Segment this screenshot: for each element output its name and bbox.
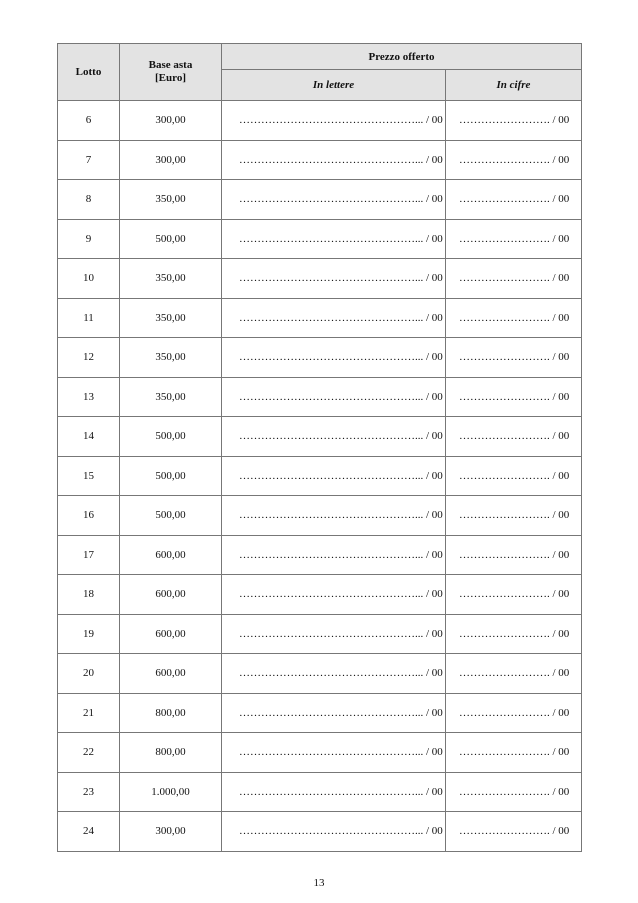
header-base-asta-line1: Base asta [148, 59, 193, 71]
table-row [58, 298, 582, 338]
prezzo-cifre-field[interactable]: ……………………. / 00 [446, 614, 582, 654]
table-body [58, 101, 582, 852]
table-row [58, 733, 582, 773]
base-asta-cell: 500,00 [120, 219, 222, 259]
lotto-cell: 24 [58, 812, 120, 852]
prezzo-cifre-field[interactable]: ……………………. / 00 [446, 377, 582, 417]
header-prezzo-offerto: Prezzo offerto [222, 44, 582, 70]
base-asta-cell: 350,00 [120, 377, 222, 417]
base-asta-cell: 350,00 [120, 259, 222, 299]
table-row [58, 140, 582, 180]
lotto-cell: 13 [58, 377, 120, 417]
base-asta-cell: 1.000,00 [120, 772, 222, 812]
prezzo-cifre-field[interactable]: ……………………. / 00 [446, 140, 582, 180]
prezzo-cifre-field[interactable]: ……………………. / 00 [446, 693, 582, 733]
base-asta-cell: 800,00 [120, 693, 222, 733]
prezzo-cifre-field[interactable]: ……………………. / 00 [446, 654, 582, 694]
base-asta-cell: 350,00 [120, 338, 222, 378]
base-asta-cell: 800,00 [120, 733, 222, 773]
prezzo-lettere-field[interactable]: …………………………………………... / 00 [222, 456, 446, 496]
prezzo-cifre-field[interactable]: ……………………. / 00 [446, 219, 582, 259]
table-row [58, 101, 582, 141]
table-row [58, 693, 582, 733]
prezzo-cifre-field[interactable]: ……………………. / 00 [446, 298, 582, 338]
lotto-cell: 23 [58, 772, 120, 812]
prezzo-cifre-field[interactable]: ……………………. / 00 [446, 733, 582, 773]
lotto-cell: 22 [58, 733, 120, 773]
prezzo-cifre-field[interactable]: ……………………. / 00 [446, 575, 582, 615]
table-row [58, 338, 582, 378]
prezzo-cifre-field[interactable]: ……………………. / 00 [446, 180, 582, 220]
prezzo-lettere-field[interactable]: …………………………………………... / 00 [222, 377, 446, 417]
prezzo-lettere-field[interactable]: …………………………………………... / 00 [222, 575, 446, 615]
base-asta-cell: 500,00 [120, 456, 222, 496]
prezzo-lettere-field[interactable]: …………………………………………... / 00 [222, 812, 446, 852]
lotto-cell: 17 [58, 535, 120, 575]
prezzo-cifre-field[interactable]: ……………………. / 00 [446, 812, 582, 852]
prezzo-cifre-field[interactable]: ……………………. / 00 [446, 417, 582, 457]
table-row [58, 219, 582, 259]
prezzo-lettere-field[interactable]: …………………………………………... / 00 [222, 101, 446, 141]
table-row [58, 812, 582, 852]
lotto-cell: 10 [58, 259, 120, 299]
prezzo-lettere-field[interactable]: …………………………………………... / 00 [222, 614, 446, 654]
table-row [58, 654, 582, 694]
prezzo-lettere-field[interactable]: …………………………………………... / 00 [222, 772, 446, 812]
prezzo-lettere-field[interactable]: …………………………………………... / 00 [222, 733, 446, 773]
base-asta-cell: 600,00 [120, 575, 222, 615]
prezzo-lettere-field[interactable]: …………………………………………... / 00 [222, 298, 446, 338]
prezzo-cifre-field[interactable]: ……………………. / 00 [446, 772, 582, 812]
table-row [58, 259, 582, 299]
table-row [58, 496, 582, 536]
prezzo-cifre-field[interactable]: ……………………. / 00 [446, 259, 582, 299]
base-asta-cell: 300,00 [120, 101, 222, 141]
prezzo-lettere-field[interactable]: …………………………………………... / 00 [222, 693, 446, 733]
table-row [58, 772, 582, 812]
prezzo-lettere-field[interactable]: …………………………………………... / 00 [222, 654, 446, 694]
prezzo-lettere-field[interactable]: …………………………………………... / 00 [222, 259, 446, 299]
base-asta-cell: 300,00 [120, 140, 222, 180]
prezzo-lettere-field[interactable]: …………………………………………... / 00 [222, 219, 446, 259]
base-asta-cell: 500,00 [120, 496, 222, 536]
lotto-cell: 8 [58, 180, 120, 220]
base-asta-cell: 350,00 [120, 180, 222, 220]
base-asta-cell: 350,00 [120, 298, 222, 338]
prezzo-cifre-field[interactable]: ……………………. / 00 [446, 101, 582, 141]
prezzo-lettere-field[interactable]: …………………………………………... / 00 [222, 338, 446, 378]
lotto-cell: 15 [58, 456, 120, 496]
lotto-cell: 12 [58, 338, 120, 378]
header-in-cifre: In cifre [446, 70, 582, 101]
lotto-cell: 20 [58, 654, 120, 694]
base-asta-cell: 300,00 [120, 812, 222, 852]
lotto-cell: 11 [58, 298, 120, 338]
prezzo-cifre-field[interactable]: ……………………. / 00 [446, 338, 582, 378]
offer-table [57, 43, 582, 852]
header-base-asta [120, 44, 222, 101]
lotto-cell: 19 [58, 614, 120, 654]
table-row [58, 575, 582, 615]
table-row [58, 535, 582, 575]
lotto-cell: 18 [58, 575, 120, 615]
header-in-lettere: In lettere [222, 70, 446, 101]
prezzo-lettere-field[interactable]: …………………………………………... / 00 [222, 496, 446, 536]
table-row [58, 180, 582, 220]
page-number: 13 [313, 877, 325, 889]
base-asta-cell: 600,00 [120, 535, 222, 575]
prezzo-lettere-field[interactable]: …………………………………………... / 00 [222, 180, 446, 220]
prezzo-lettere-field[interactable]: …………………………………………... / 00 [222, 140, 446, 180]
prezzo-cifre-field[interactable]: ……………………. / 00 [446, 535, 582, 575]
table-row [58, 417, 582, 457]
lotto-cell: 21 [58, 693, 120, 733]
table-row [58, 377, 582, 417]
table-row [58, 456, 582, 496]
lotto-cell: 9 [58, 219, 120, 259]
header-lotto: Lotto [58, 44, 120, 101]
prezzo-lettere-field[interactable]: …………………………………………... / 00 [222, 417, 446, 457]
header-base-asta-line2: [Euro] [155, 72, 186, 84]
table-row [58, 614, 582, 654]
lotto-cell: 7 [58, 140, 120, 180]
base-asta-cell: 500,00 [120, 417, 222, 457]
base-asta-cell: 600,00 [120, 614, 222, 654]
prezzo-cifre-field[interactable]: ……………………. / 00 [446, 456, 582, 496]
prezzo-cifre-field[interactable]: ……………………. / 00 [446, 496, 582, 536]
base-asta-cell: 600,00 [120, 654, 222, 694]
prezzo-lettere-field[interactable]: …………………………………………... / 00 [222, 535, 446, 575]
lotto-cell: 14 [58, 417, 120, 457]
lotto-cell: 6 [58, 101, 120, 141]
lotto-cell: 16 [58, 496, 120, 536]
